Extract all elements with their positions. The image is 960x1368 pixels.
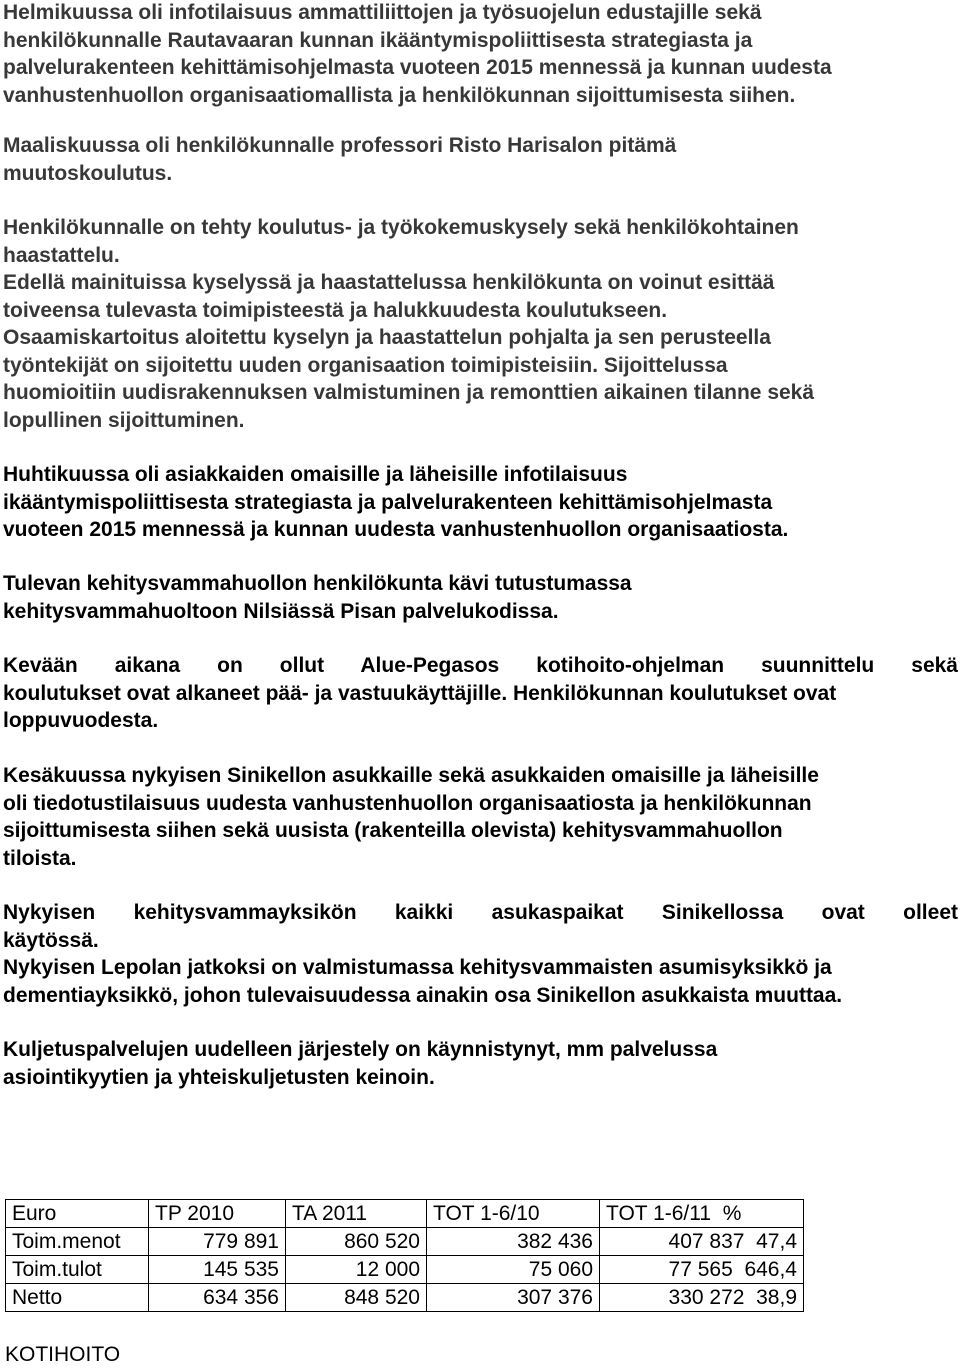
cell-ta2011: 848 520 — [286, 1284, 427, 1312]
text-line: huomioitiin uudisrakennuksen valmistuminen ja remonttien aikainen tilanne sekä — [3, 381, 815, 404]
row-label: Toim.menot — [6, 1228, 149, 1256]
text-line: koulutukset ovat alkaneet pää- ja vastuukäyttäjille. Henkilökunnan koulutukset ovat — [3, 681, 837, 705]
text-line: dementiayksikkö, johon tulevaisuudessa ainakin osa Sinikellon asukkaista muuttaa. — [3, 983, 843, 1007]
text-line: tiloista. — [3, 846, 77, 870]
text-line: toiveensa tulevasta toimipisteestä ja halukkuudesta koulutukseen. — [3, 298, 668, 322]
cell-tot10: 75 060 — [427, 1256, 600, 1284]
cell-tot11-pct — [600, 1228, 804, 1256]
text-line: muutoskoulutus. — [3, 161, 173, 185]
section-label-kotihoito: KOTIHOITO — [5, 1343, 121, 1366]
text-line: Tulevan kehitysvammahuollon henkilökunta kävi tutustumassa — [3, 572, 632, 595]
table-header-cell: TA 2011 — [286, 1200, 427, 1228]
text-line: Osaamiskartoitus aloitettu kyselyn ja haastattelun pohjalta ja sen perusteella — [3, 326, 771, 349]
row-label: Netto — [6, 1284, 149, 1312]
table-header-cell: Euro — [6, 1200, 149, 1228]
table-header-cell: TP 2010 — [149, 1200, 286, 1228]
paragraph-asukaspaikat — [3, 899, 958, 1009]
text-line: asiointikyytien ja yhteiskuljetusten keinoin. — [3, 1065, 435, 1089]
text-line: palvelurakenteen kehittämisohjelmasta vuoteen 2015 mennessä ja kunnan uudesta — [3, 56, 832, 79]
paragraph-pegasos — [3, 652, 958, 735]
table-header-cell: TOT 1-6/10 — [427, 1200, 600, 1228]
cell-tot10: 307 376 — [427, 1284, 600, 1312]
text-line: ikääntymispoliittisesta strategiasta ja palvelurakenteen kehittämisohjelmasta — [3, 490, 773, 514]
text-line: Kesäkuussa nykyisen Sinikellon asukkaille sekä asukkaiden omaisille ja läheisille — [3, 764, 819, 787]
cell-tp2010: 779 891 — [149, 1228, 286, 1256]
cell-tot11-pct — [600, 1256, 804, 1284]
cell-tot11: 77 565 — [668, 1257, 733, 1281]
text-line: kehitysvammahuoltoon Nilsiässä Pisan palvelukodissa. — [3, 599, 559, 623]
cell-ta2011: 860 520 — [286, 1228, 427, 1256]
cell-ta2011: 12 000 — [286, 1256, 427, 1284]
cell-tp2010: 145 535 — [149, 1256, 286, 1284]
paragraph-sinikello-tiedotus — [3, 762, 958, 872]
table-header-cell — [600, 1200, 804, 1228]
cell-tot11: 407 837 — [668, 1229, 745, 1253]
text-line: Kuljetuspalvelujen uudelleen järjestely on käynnistynyt, mm palvelussa — [3, 1038, 718, 1061]
text-line: sijoittumisesta siihen sekä uusista (rakenteilla olevista) kehitysvammahuollon — [3, 819, 783, 842]
text-line: vanhustenhuollon organisaatiomallista ja henkilökunnan sijoittumisesta siihen. — [3, 83, 796, 107]
text-line: Maaliskuussa oli henkilökunnalle professori Risto Harisalon pitämä — [3, 134, 677, 157]
paragraph-infotilaisuus-helmikuu — [3, 0, 958, 109]
cell-tp2010: 634 356 — [149, 1284, 286, 1312]
table-row — [6, 1284, 804, 1312]
paragraph-omaisten-infotilaisuus — [3, 461, 958, 544]
text-line: Nykyisen Lepolan jatkoksi on valmistumassa kehitysvammaisten asumisyksikkö ja — [3, 956, 832, 979]
text-line: loppuvuodesta. — [3, 709, 159, 732]
text-line: työntekijät on sijoitettu uuden organisaation toimipisteisiin. Sijoittelussa — [3, 353, 728, 377]
text-line: Edellä mainituissa kyselyssä ja haastattelussa henkilökunta on voinut esittää — [3, 271, 775, 294]
text-line: Huhtikuussa oli asiakkaiden omaisille ja läheisille infotilaisuus — [3, 463, 628, 486]
text-line: Kevään aikana on ollut Alue-Pegasos kotihoito-ohjelman suunnittelu sekä — [3, 654, 958, 677]
text-line: vuoteen 2015 mennessä ja kunnan uudesta vanhustenhuollon organisaatiosta. — [3, 518, 789, 541]
cell-pct: 646,4 — [744, 1257, 797, 1281]
text-line: lopullinen sijoittuminen. — [3, 408, 245, 432]
text-line: oli tiedotustilaisuus uudesta vanhustenhuollon organisaatiosta ja henkilökunnan — [3, 791, 812, 815]
text-line: käytössä. — [3, 928, 99, 952]
paragraph-kuljetuspalvelut — [3, 1036, 958, 1091]
table-row — [6, 1256, 804, 1284]
cell-tot10: 382 436 — [427, 1228, 600, 1256]
paragraph-kehitysvammahuolto-tutustuminen — [3, 570, 958, 625]
text-line: henkilökunnalle Rautavaaran kunnan ikääntymispoliittisesta strategiasta ja — [3, 28, 753, 52]
cell-tot11: 330 272 — [668, 1285, 745, 1309]
text-line: haastattelu. — [3, 243, 120, 267]
header-tot11: TOT 1-6/11 — [606, 1201, 712, 1225]
table-header-row — [6, 1200, 804, 1228]
text-line: Nykyisen kehitysvammayksikön kaikki asukaspaikat Sinikellossa ovat olleet — [3, 901, 958, 924]
cell-pct: 38,9 — [756, 1285, 797, 1309]
paragraph-kysely-ja-sijoittelu — [3, 214, 958, 434]
budget-table — [5, 1199, 804, 1312]
paragraph-muutoskoulutus — [3, 132, 958, 187]
text-line: Henkilökunnalle on tehty koulutus- ja työkokemuskysely sekä henkilökohtainen — [3, 216, 799, 239]
cell-tot11-pct — [600, 1284, 804, 1312]
text-line: Helmikuussa oli infotilaisuus ammattiliittojen ja työsuojelun edustajille sekä — [3, 1, 762, 24]
header-percent: % — [722, 1201, 742, 1225]
cell-pct: 47,4 — [756, 1229, 797, 1253]
table-row — [6, 1228, 804, 1256]
row-label: Toim.tulot — [6, 1256, 149, 1284]
